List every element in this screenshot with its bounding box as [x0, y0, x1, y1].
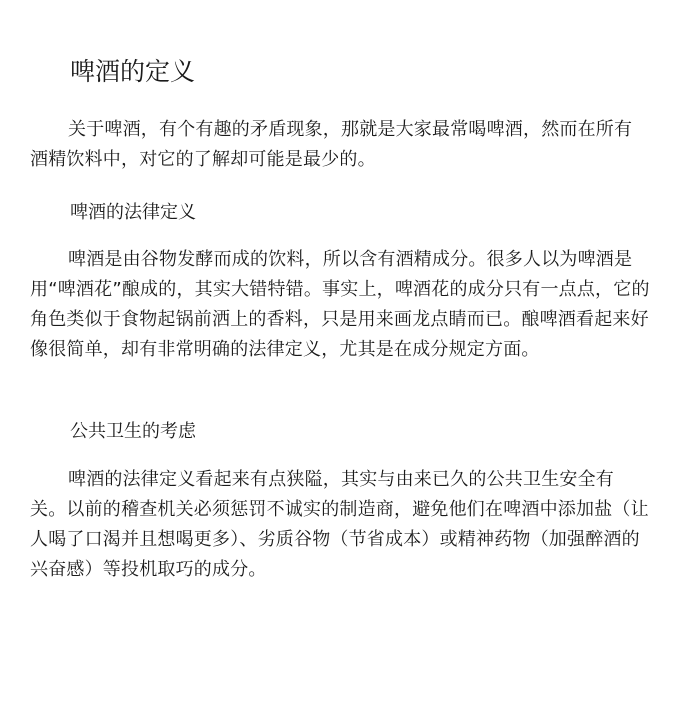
section-body-public-health: 啤酒的法律定义看起来有点狭隘，其实与由来已久的公共卫生安全有关。以前的稽查机关必须惩罚不诚实的制造商，避免他们在啤酒中添加盐（让人喝了口渴并且想喝更多）、劣质谷物（节省成本）或精神药物（加强醉酒的兴奋感）等投机取巧的成分。	[30, 469, 649, 580]
intro-paragraph: 关于啤酒，有个有趣的矛盾现象，那就是大家最常喝啤酒，然而在所有酒精饮料中，对它的了解却可能是最少的。	[30, 119, 633, 170]
section-heading-public-health: 公共卫生的考虑	[70, 421, 196, 442]
section-body-legal-definition: 啤酒是由谷物发酵而成的饮料，所以含有酒精成分。很多人以为啤酒是用“啤酒花”酿成的，其实大错特错。事实上，啤酒花的成分只有一点点，它的角色类似于食物起锅前洒上的香料，只是用来画龙点睛而已。酿啤酒看起来好像很简单，却有非常明确的法律定义，尤其是在成分规定方面。	[30, 249, 650, 360]
section-heading-legal-definition: 啤酒的法律定义	[70, 202, 196, 223]
page-title: 啤酒的定义	[70, 57, 196, 86]
